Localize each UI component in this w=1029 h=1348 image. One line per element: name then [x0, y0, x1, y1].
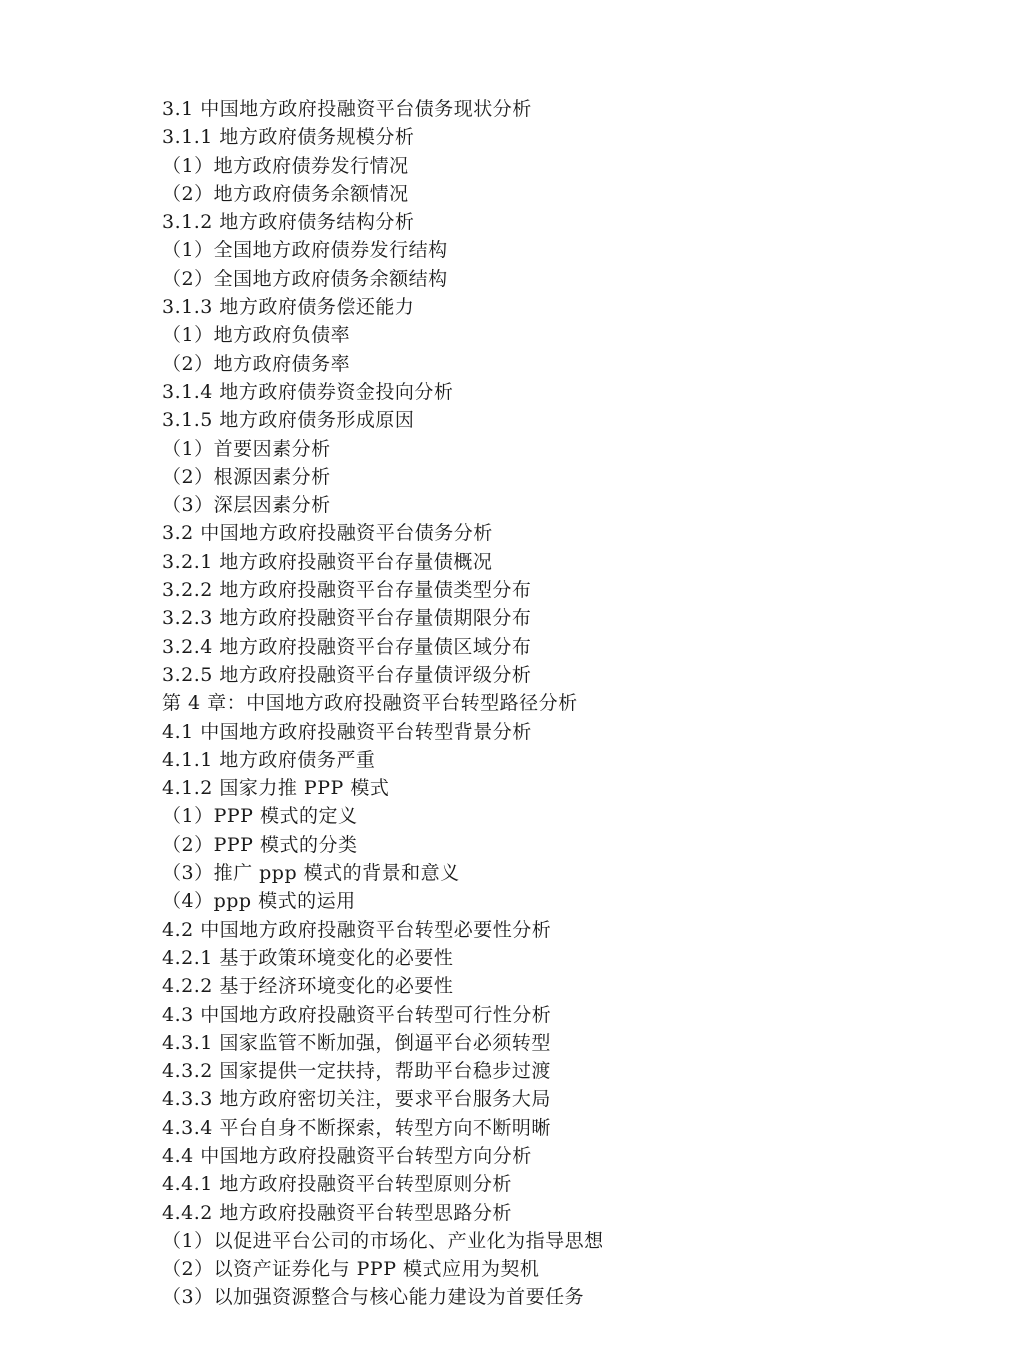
- toc-subsection: 4.3.1 国家监管不断加强，倒逼平台必须转型: [162, 1031, 551, 1054]
- table-of-contents: [162, 95, 982, 1312]
- toc-item: （4）ppp 模式的运用: [162, 890, 356, 913]
- toc-subsection: 3.2.2 地方政府投融资平台存量债类型分布: [162, 579, 532, 602]
- toc-item: （2）以资产证券化与 PPP 模式应用为契机: [162, 1258, 540, 1281]
- toc-item: （2）PPP 模式的分类: [162, 833, 358, 856]
- toc-section-heading: 3.1 中国地方政府投融资平台债务现状分析: [162, 98, 532, 120]
- toc-subsection: 4.4.2 地方政府投融资平台转型思路分析: [162, 1201, 512, 1224]
- toc-item: （1）首要因素分析: [162, 437, 331, 460]
- toc-item: （1）全国地方政府债券发行结构: [162, 239, 448, 262]
- toc-subsection: 4.2.2 基于经济环境变化的必要性: [162, 975, 454, 998]
- toc-subsection: 3.2.1 地方政府投融资平台存量债概况: [162, 550, 493, 573]
- toc-item: （3）深层因素分析: [162, 494, 331, 517]
- toc-item: （1）地方政府负债率: [162, 324, 351, 347]
- toc-subsection: 4.1.2 国家力推 PPP 模式: [162, 777, 390, 800]
- toc-subsection: 4.3.3 地方政府密切关注，要求平台服务大局: [162, 1088, 551, 1111]
- toc-chapter-heading: 第 4 章：中国地方政府投融资平台转型路径分析: [162, 692, 578, 715]
- toc-item: （1）以促进平台公司的市场化、产业化为指导思想: [162, 1229, 604, 1252]
- toc-subsection: 4.1.1 地方政府债务严重: [162, 748, 376, 771]
- toc-subsection: 3.2.4 地方政府投融资平台存量债区域分布: [162, 635, 532, 658]
- toc-item: （1）PPP 模式的定义: [162, 805, 358, 828]
- toc-section-heading: 4.4 中国地方政府投融资平台转型方向分析: [162, 1144, 532, 1167]
- toc-subsection: 4.3.2 国家提供一定扶持，帮助平台稳步过渡: [162, 1060, 551, 1083]
- toc-item: （2）根源因素分析: [162, 465, 331, 488]
- toc-subsection: 3.1.2 地方政府债务结构分析: [162, 211, 415, 234]
- toc-item: （2）地方政府债务率: [162, 352, 351, 375]
- toc-subsection: 3.1.4 地方政府债券资金投向分析: [162, 380, 454, 403]
- toc-section-heading: 4.3 中国地方政府投融资平台转型可行性分析: [162, 1003, 552, 1026]
- toc-item: （3）推广 ppp 模式的背景和意义: [162, 862, 460, 885]
- toc-subsection: 4.2.1 基于政策环境变化的必要性: [162, 946, 454, 969]
- toc-item: （2）全国地方政府债务余额结构: [162, 267, 448, 290]
- toc-item: （1）地方政府债券发行情况: [162, 154, 409, 177]
- toc-section-heading: 4.2 中国地方政府投融资平台转型必要性分析: [162, 918, 552, 941]
- toc-subsection: 4.3.4 平台自身不断探索，转型方向不断明晰: [162, 1116, 551, 1139]
- toc-subsection: 4.4.1 地方政府投融资平台转型原则分析: [162, 1173, 512, 1196]
- toc-item: （2）地方政府债务余额情况: [162, 182, 409, 205]
- toc-subsection: 3.2.3 地方政府投融资平台存量债期限分布: [162, 607, 532, 630]
- toc-item: （3）以加强资源整合与核心能力建设为首要任务: [162, 1286, 585, 1309]
- toc-subsection: 3.2.5 地方政府投融资平台存量债评级分析: [162, 663, 532, 686]
- toc-subsection: 3.1.5 地方政府债务形成原因: [162, 409, 415, 432]
- toc-subsection: 3.1.1 地方政府债务规模分析: [162, 126, 415, 149]
- toc-subsection: 3.1.3 地方政府债务偿还能力: [162, 296, 415, 319]
- toc-section-heading: 3.2 中国地方政府投融资平台债务分析: [162, 522, 493, 545]
- toc-section-heading: 4.1 中国地方政府投融资平台转型背景分析: [162, 720, 532, 743]
